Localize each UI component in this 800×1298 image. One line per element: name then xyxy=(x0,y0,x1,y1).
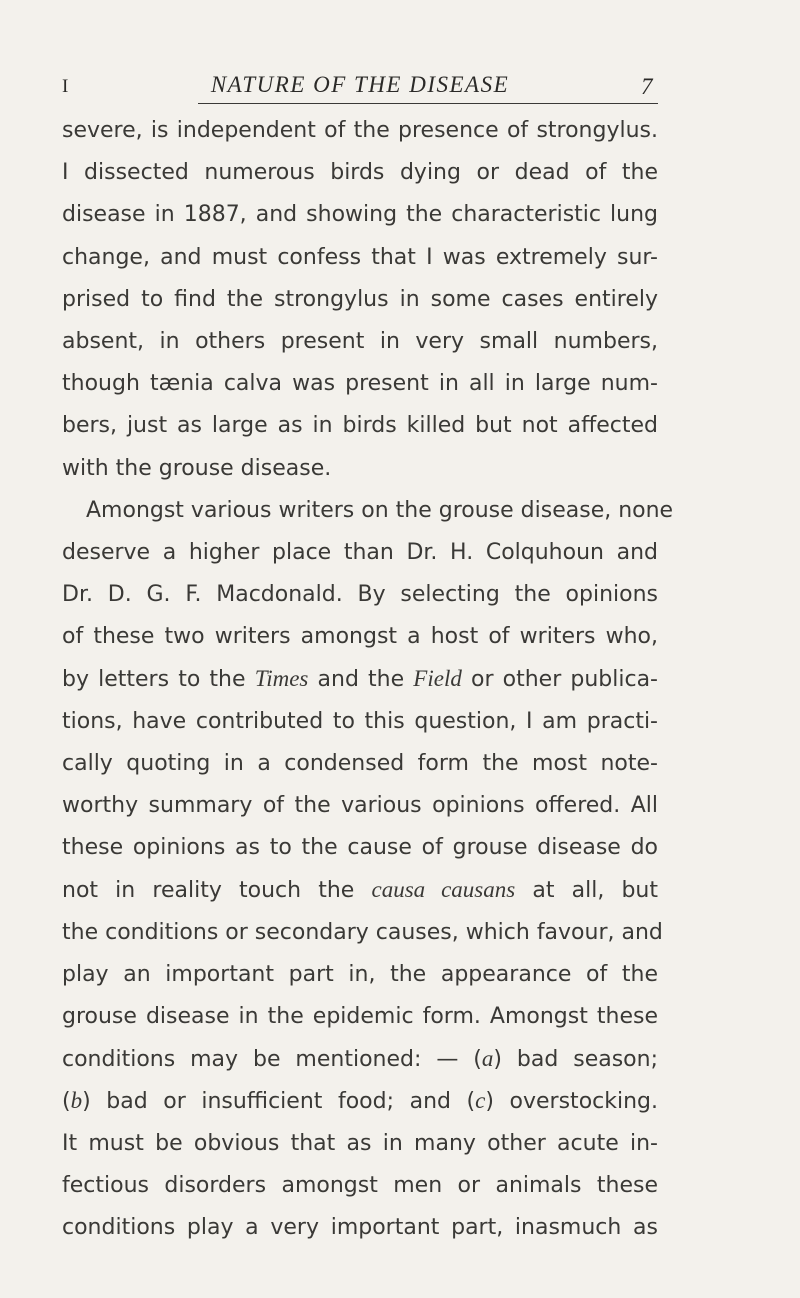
text-segment: ) overstocking. xyxy=(485,1089,658,1115)
text-line xyxy=(62,448,658,490)
text-segment: the conditions or secondary causes, which favour, and xyxy=(62,919,663,945)
text-segment: by letters to the xyxy=(62,667,255,693)
text-segment: deserve a higher place than Dr. H. Colquhoun and xyxy=(62,539,658,565)
text-line xyxy=(62,574,658,616)
text-segment: cally quoting in a condensed form the most note- xyxy=(62,750,658,776)
text-segment: I dissected numerous birds dying or dead of the xyxy=(62,160,658,186)
running-title: NATURE OF THE DISEASE xyxy=(210,72,510,97)
text-segment: tions, have contributed to this question, I am practi- xyxy=(62,708,658,734)
text-line xyxy=(62,912,663,954)
text-segment: grouse disease in the epidemic form. Amongst these xyxy=(62,1003,658,1029)
italic-text: causa causans xyxy=(371,877,516,903)
text-segment: of these two writers amongst a host of writers who, xyxy=(62,624,658,650)
header-rule xyxy=(198,103,658,104)
text-segment: bers, just as large as in birds killed but not affected xyxy=(62,413,658,439)
text-segment: not in reality touch the xyxy=(62,878,372,904)
page-number: 7 xyxy=(641,74,654,99)
text-line xyxy=(62,1080,658,1122)
text-line xyxy=(62,405,658,447)
text-segment: ) bad season; xyxy=(493,1047,658,1073)
text-line xyxy=(62,616,658,658)
text-segment: prised to find the strongylus in some cases entirely xyxy=(62,286,658,312)
text-segment: with the grouse disease. xyxy=(62,455,332,481)
italic-text: Field xyxy=(413,666,462,692)
text-segment: play an important part in, the appearance of the xyxy=(62,961,658,987)
text-segment: absent, in others present in very small numbers, xyxy=(62,328,658,354)
text-line xyxy=(62,701,658,743)
text-line xyxy=(62,1165,658,1207)
text-segment: ) bad or insufficient food; and ( xyxy=(82,1089,476,1115)
text-line xyxy=(62,279,658,321)
text-segment: these opinions as to the cause of grouse disease do xyxy=(62,835,658,861)
text-line xyxy=(62,827,658,869)
text-line xyxy=(62,996,658,1038)
text-line xyxy=(62,743,658,785)
text-line xyxy=(62,152,658,194)
text-segment: though tænia calva was present in all in large num- xyxy=(62,371,658,397)
text-line xyxy=(62,1038,658,1080)
text-segment: at all, but xyxy=(515,878,658,904)
text-segment: severe, is independent of the presence of strongylus. xyxy=(62,118,658,143)
text-segment: conditions play a very important part, inasmuch as xyxy=(62,1214,658,1240)
italic-text: Times xyxy=(254,666,309,692)
text-line xyxy=(62,490,674,532)
text-segment: ( xyxy=(62,1089,71,1115)
text-segment: worthy summary of the various opinions offered. All xyxy=(62,793,658,818)
text-segment: It must be obvious that as in many other acute in- xyxy=(62,1130,658,1156)
body-text xyxy=(62,110,674,1249)
text-line xyxy=(62,869,658,911)
text-line xyxy=(62,237,658,279)
text-segment: and the xyxy=(308,667,414,693)
text-segment: change, and must confess that I was extremely sur- xyxy=(62,244,658,270)
text-segment: disease in 1887, and showing the characteristic lung xyxy=(62,202,658,228)
text-segment: Dr. D. G. F. Macdonald. By selecting the opinions xyxy=(62,582,658,608)
text-line xyxy=(62,785,658,827)
text-segment: or other publica- xyxy=(461,667,658,693)
italic-text: b xyxy=(70,1088,83,1114)
text-line xyxy=(62,658,658,700)
text-line xyxy=(62,110,658,152)
running-head xyxy=(62,72,658,104)
text-line xyxy=(62,363,658,405)
italic-text: a xyxy=(481,1046,494,1072)
text-line xyxy=(62,321,658,363)
text-line xyxy=(62,1123,658,1165)
text-line xyxy=(62,194,658,236)
text-segment: Amongst various writers on the grouse disease, none xyxy=(86,497,674,523)
text-segment: conditions may be mentioned: — ( xyxy=(62,1047,482,1073)
text-segment: fectious disorders amongst men or animals these xyxy=(62,1172,658,1198)
italic-text: c xyxy=(475,1088,486,1114)
text-line xyxy=(62,1207,658,1249)
text-line xyxy=(62,954,658,996)
chapter-number: I xyxy=(62,76,70,97)
text-line xyxy=(62,532,658,574)
